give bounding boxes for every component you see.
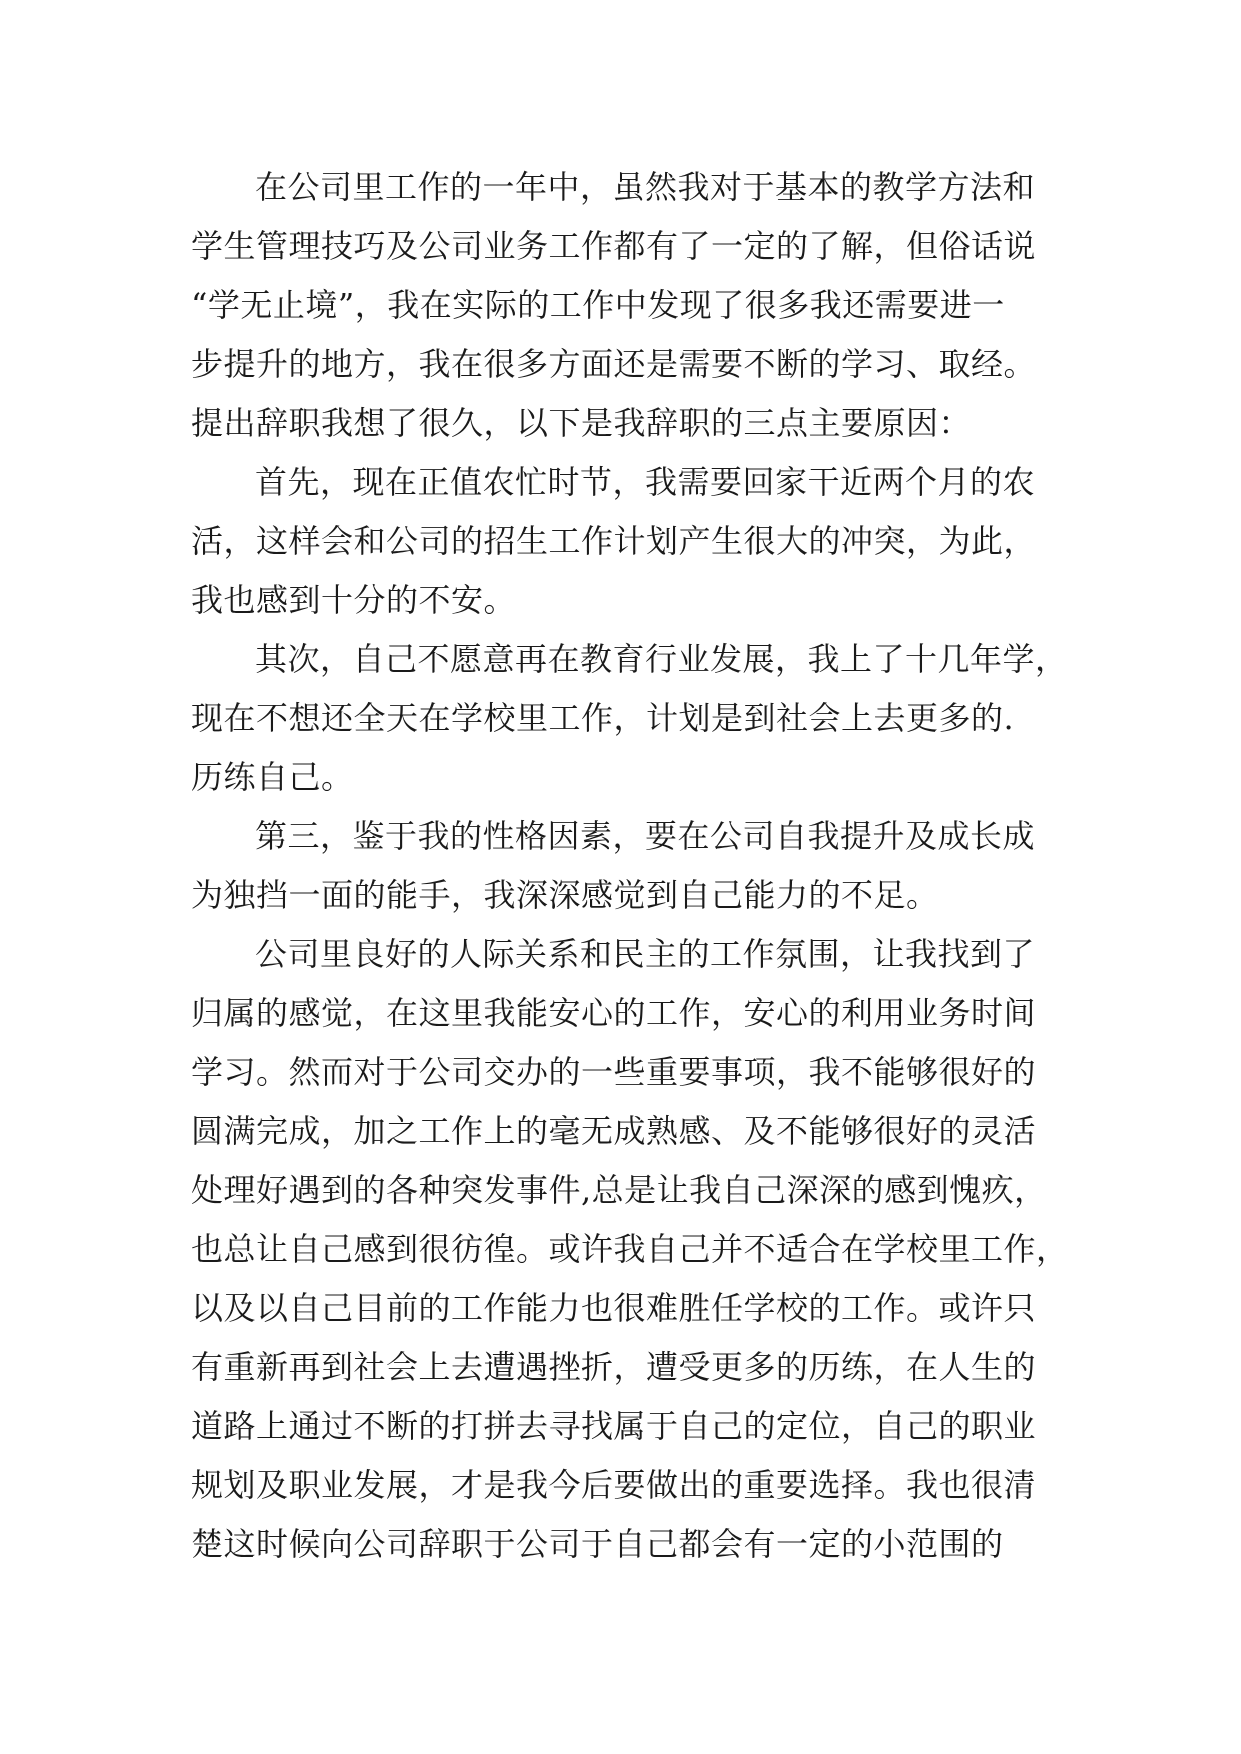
text-line: 有重新再到社会上去遭遇挫折，遭受更多的历练，在人生的 — [191, 1348, 1037, 1386]
text-line: 楚这时候向公司辞职于公司于自己都会有一定的小范围的 — [191, 1525, 1004, 1563]
text-line: 以及以自己目前的工作能力也很难胜任学校的工作。或许只 — [191, 1289, 1037, 1327]
text-line: 规划及职业发展，才是我今后要做出的重要选择。我也很清 — [191, 1466, 1037, 1504]
text-line: 活，这样会和公司的招生工作计划产生很大的冲突，为此， — [191, 522, 1037, 560]
text-line: 步提升的地方，我在很多方面还是需要不断的学习、取经。 — [191, 345, 1037, 383]
text-line: 我也感到十分的不安。 — [191, 581, 517, 619]
document-body — [191, 158, 1071, 1574]
text-line: 处理好遇到的各种突发事件,总是让我自己深深的感到愧疚， — [191, 1171, 1047, 1209]
text-line: “学无止境”，我在实际的工作中发现了很多我还需要进一 — [191, 286, 1005, 324]
text-line: 为独挡一面的能手，我深深感觉到自己能力的不足。 — [191, 876, 939, 914]
text-line: 也总让自己感到很彷徨。或许我自己并不适合在学校里工作， — [191, 1230, 1069, 1268]
text-line: 在公司里工作的一年中，虽然我对于基本的教学方法和 — [255, 168, 1036, 206]
text-line: 圆满完成，加之工作上的毫无成熟感、及不能够很好的灵活 — [191, 1112, 1037, 1150]
text-line: 第三，鉴于我的性格因素，要在公司自我提升及成长成 — [255, 817, 1036, 855]
text-line: 学生管理技巧及公司业务工作都有了一定的了解，但俗话说 — [191, 227, 1037, 265]
text-line: 公司里良好的人际关系和民主的工作氛围，让我找到了 — [255, 935, 1036, 973]
text-line: 首先，现在正值农忙时节，我需要回家干近两个月的农 — [255, 463, 1036, 501]
text-line: 归属的感觉，在这里我能安心的工作，安心的利用业务时间 — [191, 994, 1037, 1032]
text-line: 其次，自己不愿意再在教育行业发展，我上了十几年学， — [255, 640, 1068, 678]
text-line: 提出辞职我想了很久，以下是我辞职的三点主要原因： — [191, 404, 972, 442]
text-line: 现在不想还全天在学校里工作，计划是到社会上去更多的. — [191, 699, 1015, 737]
text-line: 道路上通过不断的打拼去寻找属于自己的定位，自己的职业 — [191, 1407, 1037, 1445]
text-line: 学习。然而对于公司交办的一些重要事项，我不能够很好的 — [191, 1053, 1037, 1091]
text-line: 历练自己。 — [191, 758, 354, 796]
